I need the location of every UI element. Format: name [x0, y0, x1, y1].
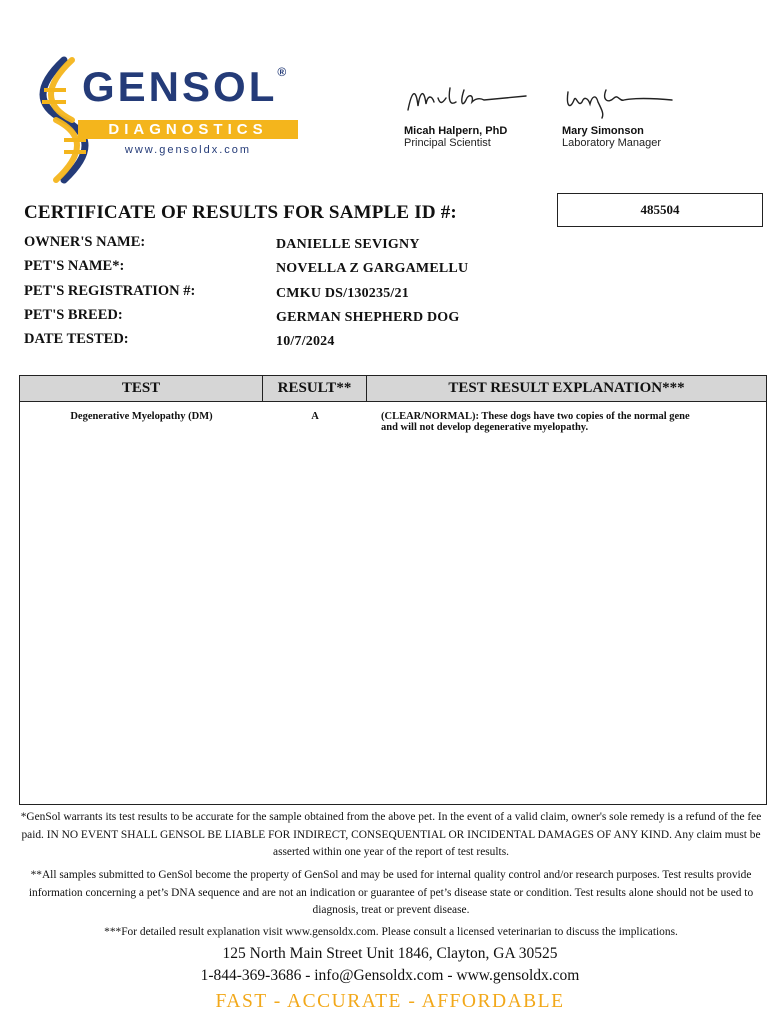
owner-name-value: DANIELLE SEVIGNY — [276, 237, 420, 252]
header-result: RESULT** — [263, 376, 367, 402]
owner-name-label: OWNER'S NAME: — [24, 234, 146, 250]
trademark-symbol: ® — [277, 65, 287, 79]
warranty-note: *GenSol warrants its test results to be accurate for the sample obtained from the above pet. In the event of a valid claim, owner's sole remedy is a refund of the fee paid. IN NO EVENT SHALL GENSOL BE LIABLE FOR INDIRECT, CONSEQUENTIAL OR INCIDENTAL DAMAGES OF ANY KIND. Any claim must be asserted within one year of the report of test results. — [20, 811, 762, 858]
header-test: TEST — [20, 376, 263, 402]
header-explanation: TEST RESULT EXPLANATION*** — [367, 376, 766, 402]
results-table — [19, 375, 767, 805]
pet-name-value: NOVELLA Z GARGAMELLU — [276, 261, 469, 276]
logo-tagline: DIAGNOSTICS — [78, 120, 298, 139]
signature-image-2 — [562, 80, 692, 120]
signatory-name: Mary Simonson — [562, 125, 644, 137]
date-tested-label: DATE TESTED: — [24, 331, 129, 347]
contact-line: 1-844-369-3686 - info@Gensoldx.com - www.gensoldx.com — [200, 967, 580, 984]
signature-image-1 — [404, 80, 534, 120]
logo-url: www.gensoldx.com — [124, 144, 252, 156]
signatory-role: Laboratory Manager — [562, 137, 662, 149]
logo-wordmark: GENSOL® — [82, 63, 287, 110]
address-line: 125 North Main Street Unit 1846, Clayton, GA 30525 — [222, 945, 558, 962]
signature-block-1 — [404, 80, 534, 149]
signature-block-2 — [562, 80, 692, 149]
explanation-note: ***For detailed result explanation visit www.gensoldx.com. Please consult a licensed veterinarian to discuss the implications. — [104, 926, 678, 938]
row-explanation: (CLEAR/NORMAL): These dogs have two copies of the normal gene and will not develop degenerative myelopathy. — [381, 411, 690, 433]
samples-note: **All samples submitted to GenSol become the property of GenSol and may be used for internal quality control and/or research purposes. Test results provide information concerning a pet’s DNA sequence and are not an indication or guarantee of pet’s disease state or condition. Test results alone should not be used to diagnosis, treat or prevent disease. — [28, 869, 754, 916]
pet-breed-label: PET'S BREED: — [24, 307, 123, 323]
pet-registration-value: CMKU DS/130235/21 — [276, 286, 409, 301]
signatory-role: Principal Scientist — [404, 137, 491, 149]
pet-registration-label: PET'S REGISTRATION #: — [24, 283, 196, 299]
row-result: A — [311, 411, 319, 422]
certificate-title: CERTIFICATE OF RESULTS FOR SAMPLE ID #: — [24, 202, 457, 223]
date-tested-value: 10/7/2024 — [276, 334, 335, 349]
sample-id-box: 485504 — [557, 193, 763, 227]
table-row — [20, 402, 766, 432]
pet-name-label: PET'S NAME*: — [24, 258, 125, 274]
pet-breed-value: GERMAN SHEPHERD DOG — [276, 310, 460, 325]
row-test: Degenerative Myelopathy (DM) — [70, 411, 213, 422]
slogan: FAST - ACCURATE - AFFORDABLE — [215, 991, 565, 1012]
signatory-name: Micah Halpern, PhD — [404, 125, 508, 137]
